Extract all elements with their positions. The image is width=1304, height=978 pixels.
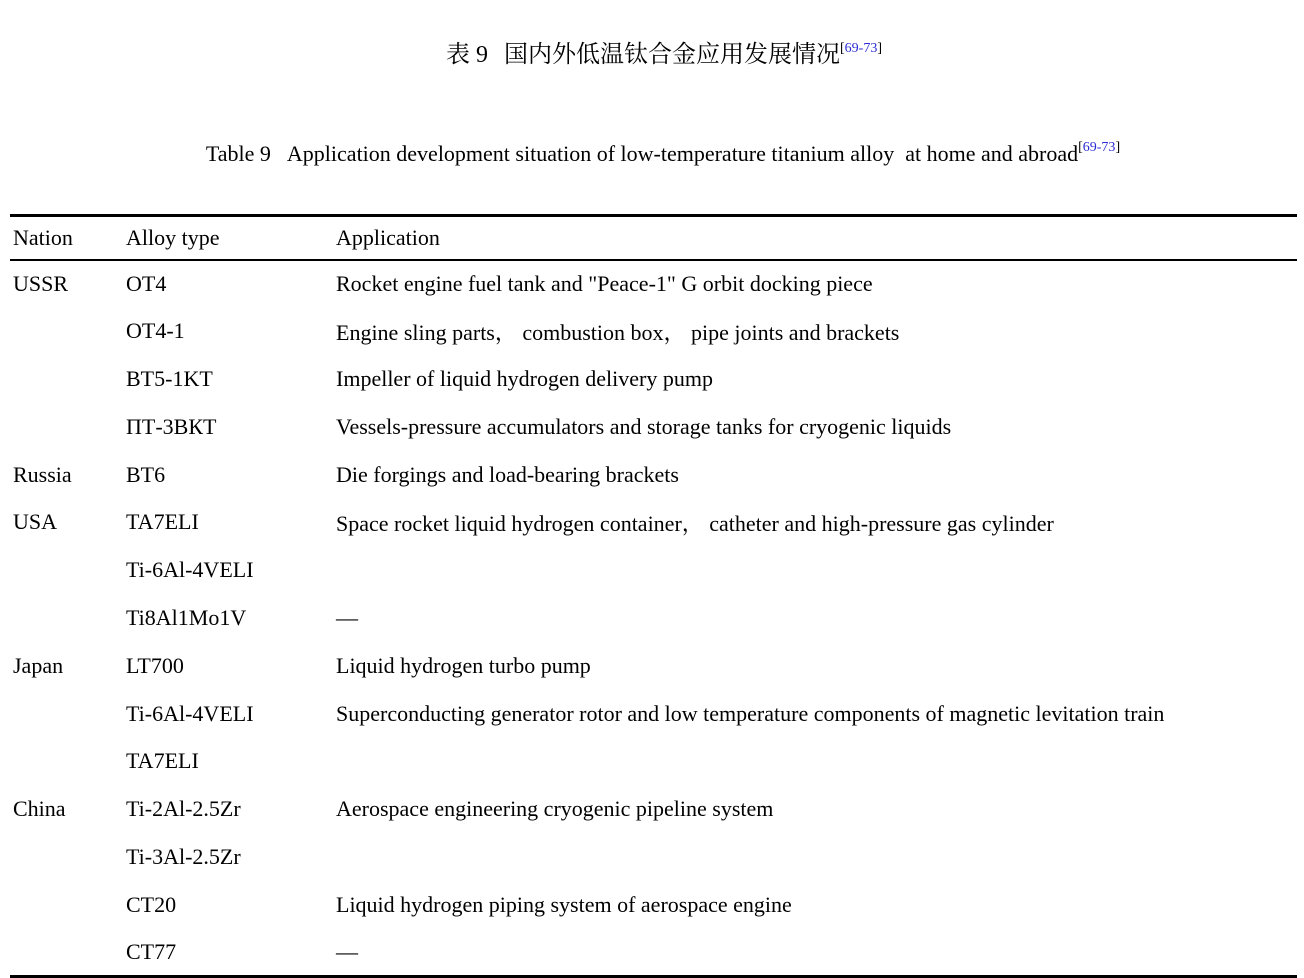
cell-nation: [10, 307, 123, 355]
ref-numbers: 69-73: [1082, 140, 1116, 155]
cell-application: Engine sling parts， combustion box， pipe joints and brackets: [336, 319, 900, 345]
cell-alloy: OT4-1: [126, 318, 185, 344]
cell-alloy: Ti-6Al-4VELI: [126, 700, 254, 726]
cell-application: Impeller of liquid hydrogen delivery pump: [336, 365, 713, 391]
cell-alloy: LT700: [126, 652, 184, 678]
ref-close-bracket: ]: [877, 41, 882, 56]
cell-alloy: TA7ELI: [126, 748, 199, 774]
cell-nation: USSR: [13, 270, 69, 296]
cell-application: Die forgings and load-bearing brackets: [336, 461, 679, 487]
table-row: [10, 498, 1297, 546]
cell-alloy: BT5-1KT: [126, 365, 213, 391]
cell-application: Aerospace engineering cryogenic pipeline system: [336, 796, 774, 822]
column-header-nation: Nation: [13, 224, 73, 250]
cell-alloy: ПТ-3ВКТ: [126, 413, 217, 439]
cell-nation: [10, 355, 123, 403]
cell-nation: [10, 929, 123, 977]
table-row: [10, 546, 1297, 594]
alloy-application-table: [10, 214, 1297, 978]
cell-alloy: Ti-6Al-4VELI: [126, 557, 254, 583]
table-row: [10, 403, 1297, 451]
cell-nation: [10, 690, 123, 738]
table-body: [10, 260, 1297, 977]
column-header-alloy-type: Alloy type: [126, 224, 220, 250]
table-row: [10, 881, 1297, 929]
table-row: [10, 690, 1297, 738]
cell-application: Liquid hydrogen turbo pump: [336, 652, 591, 678]
cell-nation: [10, 546, 123, 594]
ref-open-bracket: [: [839, 41, 845, 56]
cell-application: Superconducting generator rotor and low temperature components of magnetic levitation train: [336, 700, 1165, 726]
header-row: [10, 216, 1297, 260]
table-row: [10, 929, 1297, 977]
cell-application: [333, 833, 1297, 881]
ref-close-bracket: ]: [1115, 140, 1121, 155]
cell-nation: China: [13, 796, 66, 822]
cell-application: —: [336, 604, 358, 630]
cell-alloy: Ti8Al1Mo1V: [126, 604, 247, 630]
ref-numbers: 69-73: [844, 41, 878, 56]
table-header: [10, 216, 1297, 260]
citation-ref-en[interactable]: [1078, 140, 1120, 155]
cell-alloy: CT20: [126, 891, 177, 917]
table-row: [10, 642, 1297, 690]
table-row: [10, 307, 1297, 355]
cell-alloy: Ti-2Al-2.5Zr: [126, 796, 241, 822]
cell-nation: [10, 594, 123, 642]
table-number-en: Table 9: [205, 141, 271, 166]
table-row: [10, 451, 1297, 499]
cell-application: [333, 546, 1297, 594]
table-row: [10, 737, 1297, 785]
table-row: [10, 355, 1297, 403]
cell-nation: [10, 737, 123, 785]
cell-alloy: Ti-3Al-2.5Zr: [126, 843, 241, 869]
cell-alloy: CT77: [126, 938, 177, 964]
cell-alloy: TA7ELI: [126, 509, 199, 535]
cell-application: Space rocket liquid hydrogen container， catheter and high-pressure gas cylinder: [336, 510, 1054, 536]
table-row: [10, 785, 1297, 833]
table-caption-english: [0, 109, 1304, 203]
table-title-zh: 国内外低温钛合金应用发展情况: [503, 42, 840, 68]
ref-open-bracket: [: [1078, 140, 1083, 155]
cell-nation: [10, 403, 123, 451]
citation-ref-zh[interactable]: [840, 41, 882, 56]
cell-nation: Japan: [13, 652, 64, 678]
cell-nation: USA: [13, 509, 58, 535]
table-title-en: Application development situation of low-temperature titanium alloy at home and abroad: [286, 141, 1079, 166]
cell-application: Liquid hydrogen piping system of aerospace engine: [336, 891, 792, 917]
cell-application: Vessels-pressure accumulators and storage tanks for cryogenic liquids: [336, 413, 952, 439]
cell-nation: [10, 833, 123, 881]
cell-application: —: [336, 938, 358, 964]
cell-nation: Russia: [13, 461, 72, 487]
column-header-application: Application: [336, 224, 440, 250]
cell-alloy: BT6: [126, 461, 166, 487]
cell-application: [333, 737, 1297, 785]
cell-application: Rocket engine fuel tank and "Peace-1" G orbit docking piece: [336, 270, 873, 296]
table-row: [10, 594, 1297, 642]
cell-nation: [10, 881, 123, 929]
cell-alloy: OT4: [126, 270, 167, 296]
table-number-zh: 表 9: [445, 42, 488, 68]
table-row: [10, 260, 1297, 308]
table-row: [10, 833, 1297, 881]
table-caption-chinese: [0, 0, 1304, 104]
